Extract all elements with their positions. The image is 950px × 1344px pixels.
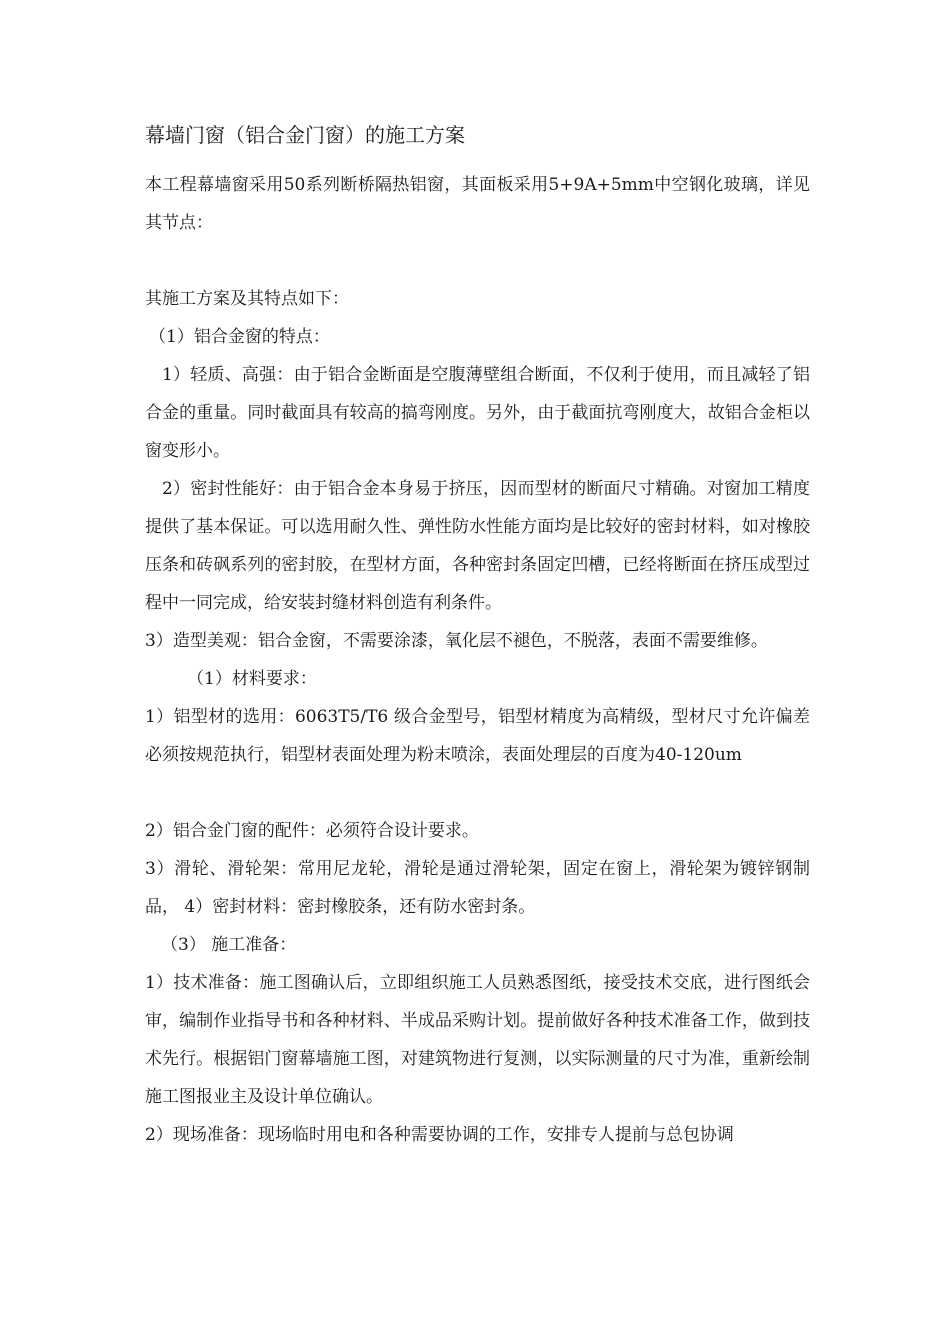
paragraph-spacer <box>145 774 810 812</box>
scheme-intro-paragraph: 其施工方案及其特点如下： <box>145 289 349 309</box>
section-heading-features: （1）铝合金窗的特点： <box>149 327 330 347</box>
feature-appearance-paragraph: 3）造型美观：铝合金窗，不需要涂漆，氧化层不褪色，不脱落，表面不需要维修。 <box>145 631 768 651</box>
section-heading-preparation: （3） 施工准备： <box>161 935 297 955</box>
feature-lightweight-paragraph: 1）轻质、高强：由于铝合金断面是空腹薄壁组合断面，不仅利于使用，而且减轻了铝合金的重量。同时截面具有较高的搞弯刚度。另外，由于截面抗弯刚度大，故铝合金柜以窗变形小。 <box>145 365 810 461</box>
document-title: 幕墙门窗（铝合金门窗）的施工方案 <box>145 123 465 147</box>
material-fittings-paragraph: 2）铝合金门窗的配件：必须符合设计要求。 <box>145 821 479 841</box>
material-profile-paragraph: 1）铝型材的选用：6063T5/T6 级合金型号，铝型材精度为高精级，型材尺寸允许偏差必须按规范执行，铝型材表面处理为粉末喷涂，表面处理层的百度为40-120um <box>145 707 810 765</box>
document-body <box>145 120 810 1154</box>
prep-site-paragraph: 2）现场准备：现场临时用电和各种需要协调的工作，安排专人提前与总包协调 <box>145 1125 734 1145</box>
paragraph-spacer <box>145 242 810 280</box>
intro-paragraph: 本工程幕墙窗采用50系列断桥隔热铝窗，其面板采用5+9A+5mm中空钢化玻璃，详见其节点： <box>145 175 810 233</box>
feature-sealing-paragraph: 2）密封性能好：由于铝合金本身易于挤压，因而型材的断面尺寸精确。对窗加工精度提供了基本保证。可以选用耐久性、弹性防水性能方面均是比较好的密封材料，如对橡胶压条和砖砜系列的密封胶，在型材方面，各种密封条固定凹槽，已经将断面在挤压成型过程中一同完成，给安装封缝材料创造有利条件。 <box>145 479 810 613</box>
material-pulley-paragraph: 3）滑轮、滑轮架：常用尼龙轮，滑轮是通过滑轮架，固定在窗上，滑轮架为镀锌钢制品， 4）密封材料：密封橡胶条，还有防水密封条。 <box>145 859 810 917</box>
prep-technical-paragraph: 1）技术准备：施工图确认后，立即组织施工人员熟悉图纸，接受技术交底，进行图纸会审，编制作业指导书和各种材料、半成品采购计划。提前做好各种技术准备工作，做到技术先行。根据铝门窗幕墙施工图，对建筑物进行复测，以实际测量的尺寸为准，重新绘制施工图报业主及设计单位确认。 <box>145 973 810 1107</box>
section-heading-materials: （1）材料要求： <box>187 669 317 689</box>
